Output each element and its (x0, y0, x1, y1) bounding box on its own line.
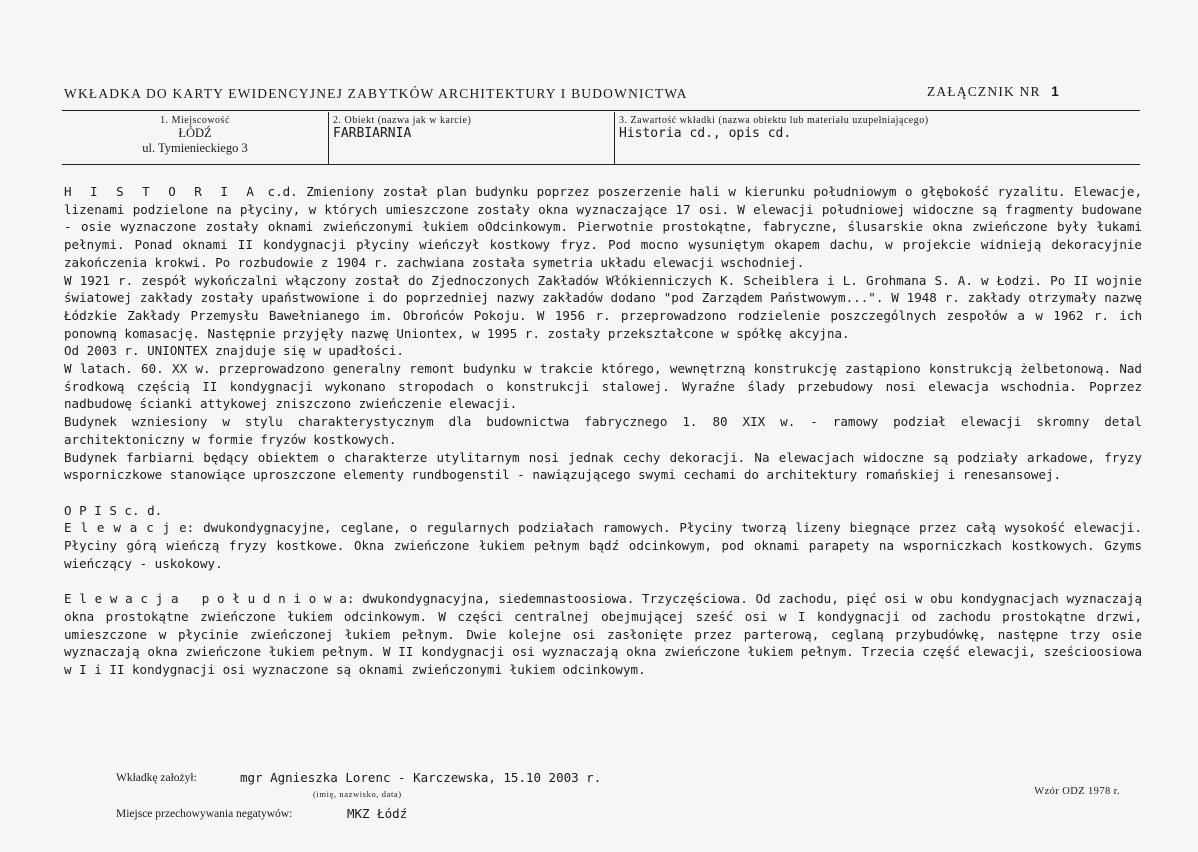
opis-heading: O P I S c. d. (64, 502, 163, 518)
locality-city: ŁÓDŹ (178, 126, 212, 140)
header-fields-table (62, 112, 1140, 164)
author-hint: (imię, nazwisko, data) (313, 789, 402, 799)
content-label: 3. Zawartość wkładki (nazwa obiektu lub materiału uzupełniającego) (619, 115, 929, 126)
object-value: FARBIARNIA (333, 126, 412, 141)
locality-address: ul. Tymienieckiego 3 (142, 141, 248, 155)
elewacje-heading: E l e w a c j e (64, 520, 187, 536)
storage-value: MKZ Łódź (347, 806, 408, 821)
author-label: Wkładkę założył: (116, 772, 197, 784)
history-paragraph-4: W latach. 60. XX w. przeprowadzono generalny remont budynku w trakcie którego, wewnętrzną konstrukcję zastąpiono konstrukcją żelbetonową. Nad środkową częścią II kondygnacji wykonano stropodach o konstrukcji stalowej. Wyraźne ślady przebudowy nosi elewacja wschodnia. Poprzez nadbudowę ścianki attykowej zniszczono zwieńczenie elewacji. (64, 361, 1142, 412)
poludniowa-paragraph: E l e w a c j a p o ł u d n i o w a: dwukondygnacyjna, siedemnastoosiowa. Trzyczęściowa. Od zachodu, pięć osi w obu kondygnacjach wyznaczają okna prostokątne zwieńczone łukiem odcinkowym. W części centralnej obejmującej sześć osi w I kondygnacji od zachodu prostokątne drzwi, umieszczone w płycinie zwieńczonej łukiem pełnym. Dwie kolejne osi zasłonięte przez parterową, ceglaną przybudówkę, następne trzy osie wyznaczają okna zwieńczone łukiem pełnym. W II kondygnacji osi wyznaczają okna zwieńczone łukiem pełnym. Trzecia część elewacji, sześcioosiowa w I i II kondygnacji osi wyznaczone są oknami zwieńczonymi łukiem odcinkowym. (64, 591, 1143, 677)
locality-label: 1. Miejscowość (160, 115, 230, 126)
section-gap (64, 572, 1142, 590)
object-cell (328, 112, 614, 164)
history-paragraph-5: Budynek wzniesiony w stylu charakterystycznym dla budownictwa fabrycznego 1. 80 XIX w. - ramowy podział elewacji skromny detal architektoniczny w formie fryzów kostkowych. (64, 414, 1142, 447)
history-paragraph-2: W 1921 r. zespół wykończalni włączony został do Zjednoczonych Zakładów Włókienniczych K. Scheiblera i L. Grohmana S. A. w Łodzi. Po II wojnie światowej zakłady zostały upaństwowione i do poprzedniej nazwy zakładów dodano "pod Zarządem Państwowym...". W 1948 r. zakłady otrzymały nazwę Łódzkie Zakłady Przemysłu Bawełnianego im. Obrońców Pokoju. W 1956 r. przeprowadzono rodzielenie poszczególnych zespołów a w 1962 r. ich ponowną komasację. Następnie przyjęły nazwę Uniontex, w 1995 r. zostały przekształcone w spółkę akcyjna. (64, 272, 1142, 341)
section-gap (64, 484, 1142, 502)
history-paragraph-3: Od 2003 r. UNIONTEX znajduje się w upadłości. (64, 343, 404, 359)
document-title: WKŁADKA DO KARTY EWIDENCYJNEJ ZABYTKÓW ARCHITEKTURY I BUDOWNICTWA (64, 86, 688, 101)
author-value: mgr Agnieszka Lorenc - Karczewska, 15.10 2003 r. (240, 770, 602, 785)
annex-label: ZAŁĄCZNIK NR (926, 84, 1041, 99)
elewacje-paragraph: E l e w a c j e: dwukondygnacyjne, ceglane, o regularnych podziałach ramowych. Płyciny tworzą lizeny biegnące przez całą wysokość elewacji. Płyciny górą wieńczą fryzy kostkowe. Okna zwieńczone łukiem pełnym bądź odcinkowym, pod oknami parapety na wsporniczkach kostkowych. Gzyms wieńczący - uskokowy. (64, 520, 1143, 571)
content-cell (614, 112, 1140, 164)
history-paragraph-6: Budynek farbiarni będący obiektem o charakterze utylitarnym nosi jednak cechy dekoracji. Na elewacjach widoczne są podziały arkadowe, fryzy wsporniczkowe stanowiące uproszczone elementy rundbogenstil - nawiązującego swymi cechami do architektury romańskiej i renesansowej. (64, 449, 1142, 483)
header-bottom-rule (62, 164, 1140, 165)
history-heading: H I S T O R I A (64, 184, 259, 199)
content-value: Historia cd., opis cd. (619, 126, 792, 141)
storage-label: Miejsce przechowywania negatywów: (116, 808, 293, 820)
form-template-note: Wzór ODZ 1978 r. (1034, 786, 1120, 797)
poludniowa-heading: E l e w a c j a p o ł u d n i o w a (64, 591, 347, 607)
header-top-rule (62, 110, 1140, 111)
locality-cell (62, 112, 328, 164)
card-body (64, 183, 1142, 679)
history-paragraph-1: H I S T O R I A c.d. Zmieniony został plan budynku poprzez poszerzenie hali w kierunku południowym o głębokość ryzalitu. Elewacje, lizenami podzielone na płyciny, w których umieszczone zostały okna wyznaczające 17 osi. W elewacji południowej widoczne są fragmenty budowane - osie wyznaczone zostały oknami zwieńczonymi łukiem oOdcinkowym. Pierwotnie prostokątne, fabryczne, ślusarskie okna zwieńczone były łukami pełnymi. Ponad oknami II kondygnacji płyciny wieńczył kostkowy fryz. Pod mocno wysuniętym okapem dachu, w projekcie widnieją dekoracyjnie zakończenia krokwi. Po rozbudowie z 1904 r. zachwiana została symetria układu elewacji wschodniej. (64, 184, 1143, 270)
object-label: 2. Obiekt (nazwa jak w karcie) (333, 115, 472, 126)
annex-marker (927, 84, 1060, 100)
annex-number: 1 (1051, 84, 1060, 99)
